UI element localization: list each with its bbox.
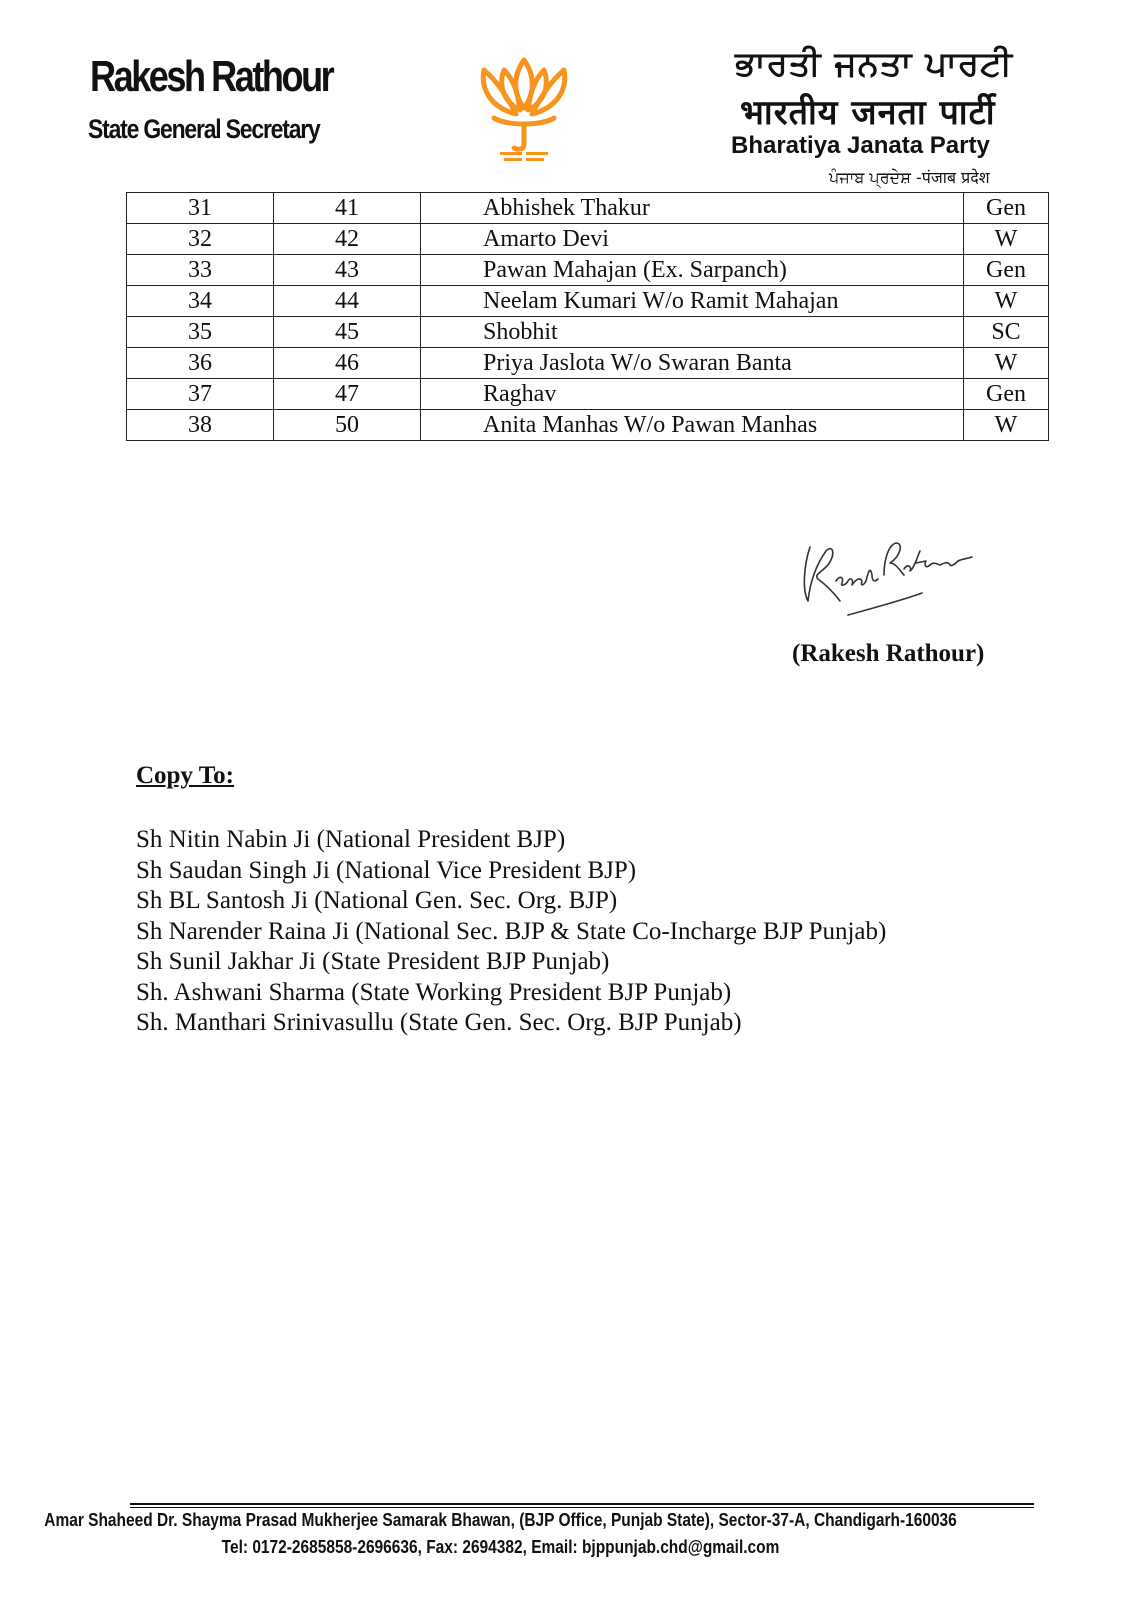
serial-number-cell: 35 bbox=[127, 317, 274, 348]
table-row bbox=[127, 348, 1049, 379]
copy-to-heading: Copy To: bbox=[136, 762, 234, 789]
footer-divider bbox=[130, 1507, 1034, 1508]
party-unit: ਪੰਜਾਬ ਪ੍ਰਦੇਸ਼ -पंजाब प्रदेश bbox=[829, 168, 990, 187]
member-name-cell: Neelam Kumari W/o Ramit Mahajan bbox=[421, 286, 964, 317]
category-cell: Gen bbox=[964, 193, 1049, 224]
party-name-punjabi: ਭਾਰਤੀ ਜਨਤਾ ਪਾਰਟੀ bbox=[735, 44, 1014, 84]
serial-number-cell: 38 bbox=[127, 410, 274, 441]
handwritten-signature bbox=[800, 535, 980, 630]
category-cell: W bbox=[964, 286, 1049, 317]
category-cell: Gen bbox=[964, 379, 1049, 410]
table-row bbox=[127, 255, 1049, 286]
member-name-cell: Shobhit bbox=[421, 317, 964, 348]
member-name-cell: Pawan Mahajan (Ex. Sarpanch) bbox=[421, 255, 964, 286]
ward-number-cell: 43 bbox=[274, 255, 421, 286]
list-item: Sh Nitin Nabin Ji (National President BJP) bbox=[136, 826, 566, 853]
member-name-cell: Anita Manhas W/o Pawan Manhas bbox=[421, 410, 964, 441]
member-name-cell: Raghav bbox=[421, 379, 964, 410]
table-row bbox=[127, 317, 1049, 348]
sender-title: State General Secretary bbox=[88, 114, 320, 144]
list-item: Sh Narender Raina Ji (National Sec. BJP & State Co-Incharge BJP Punjab) bbox=[136, 917, 887, 945]
table-row bbox=[127, 286, 1049, 317]
ward-number-cell: 42 bbox=[274, 224, 421, 255]
category-cell: W bbox=[964, 410, 1049, 441]
category-cell: Gen bbox=[964, 255, 1049, 286]
ward-number-cell: 41 bbox=[274, 193, 421, 224]
category-cell: W bbox=[964, 224, 1049, 255]
list-item: Sh BL Santosh Ji (National Gen. Sec. Org. BJP) bbox=[136, 887, 618, 914]
copy-to-list bbox=[136, 825, 886, 1039]
table-row bbox=[127, 410, 1049, 441]
ward-number-cell: 50 bbox=[274, 410, 421, 441]
list-item: Sh. Manthari Srinivasullu (State Gen. Sec. Org. BJP Punjab) bbox=[136, 1009, 742, 1036]
signatory-name: (Rakesh Rathour) bbox=[792, 640, 985, 667]
serial-number-cell: 33 bbox=[127, 255, 274, 286]
party-name-hindi: भारतीय जनता पार्टी bbox=[740, 93, 996, 133]
footer-contact: Tel: 0172-2685858-2696636, Fax: 2694382, Email: bjppunjab.chd@gmail.com bbox=[221, 1537, 780, 1557]
table-row bbox=[127, 224, 1049, 255]
list-item: Sh. Ashwani Sharma (State Working President BJP Punjab) bbox=[136, 978, 732, 1006]
category-cell: SC bbox=[964, 317, 1049, 348]
member-name-cell: Priya Jaslota W/o Swaran Banta bbox=[421, 348, 964, 379]
member-name-cell: Abhishek Thakur bbox=[421, 193, 964, 224]
serial-number-cell: 36 bbox=[127, 348, 274, 379]
ward-number-cell: 46 bbox=[274, 348, 421, 379]
ward-number-cell: 44 bbox=[274, 286, 421, 317]
footer-divider bbox=[130, 1503, 1034, 1505]
category-cell: W bbox=[964, 348, 1049, 379]
ward-number-cell: 47 bbox=[274, 379, 421, 410]
footer-address: Amar Shaheed Dr. Shayma Prasad Mukherjee Samarak Bhawan, (BJP Office, Punjab State), Sector-37-A, Chandigarh-160036 bbox=[44, 1510, 957, 1530]
serial-number-cell: 34 bbox=[127, 286, 274, 317]
member-name-cell: Amarto Devi bbox=[421, 224, 964, 255]
sender-name: Rakesh Rathour bbox=[90, 52, 333, 101]
serial-number-cell: 31 bbox=[127, 193, 274, 224]
lotus-icon bbox=[470, 52, 578, 168]
list-item: Sh Saudan Singh Ji (National Vice President BJP) bbox=[136, 856, 637, 884]
table-row bbox=[127, 193, 1049, 224]
serial-number-cell: 32 bbox=[127, 224, 274, 255]
serial-number-cell: 37 bbox=[127, 379, 274, 410]
table-row bbox=[127, 379, 1049, 410]
list-item: Sh Sunil Jakhar Ji (State President BJP Punjab) bbox=[136, 948, 610, 975]
ward-number-cell: 45 bbox=[274, 317, 421, 348]
party-name-english: Bharatiya Janata Party bbox=[731, 132, 990, 159]
members-table bbox=[126, 192, 1049, 441]
